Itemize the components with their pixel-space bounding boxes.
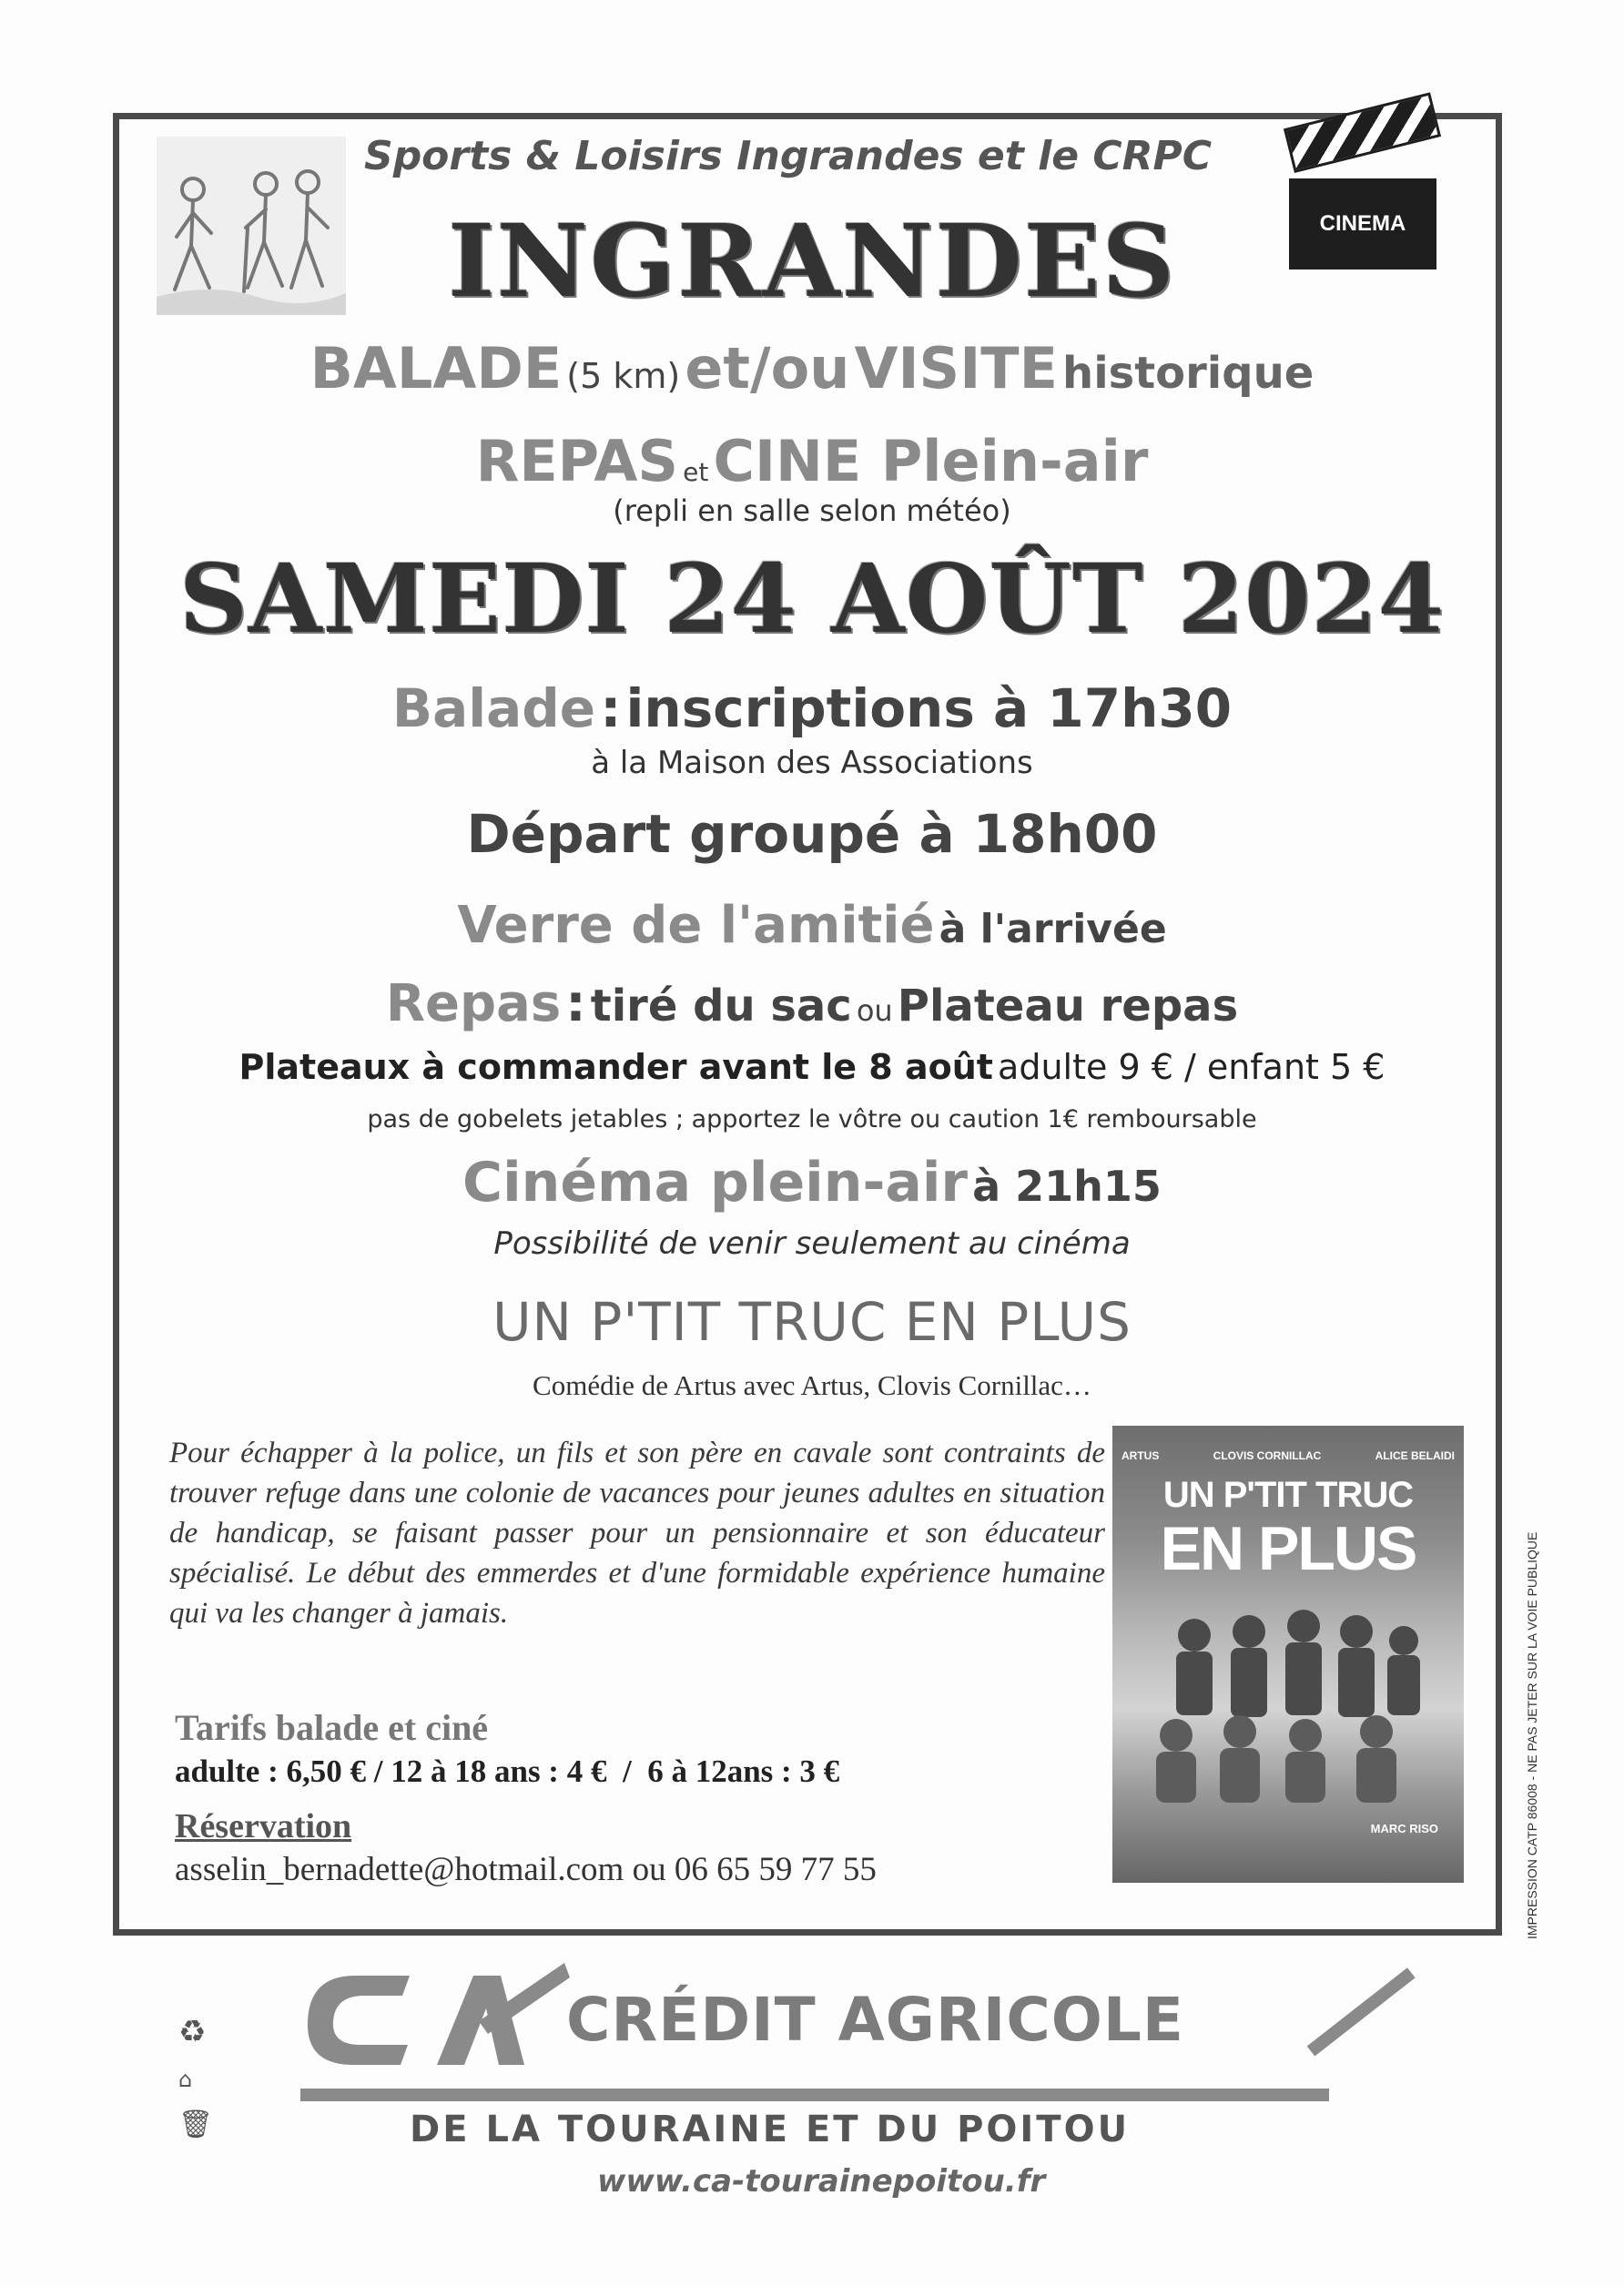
- sponsor-region: DE LA TOURAINE ET DU POITOU: [410, 2109, 1131, 2150]
- balade-distance: (5 km): [566, 356, 681, 396]
- activities-line-2: [0, 428, 1624, 494]
- poster-title-line-2: EN PLUS: [1160, 1514, 1416, 1583]
- movie-poster: [1112, 1426, 1464, 1883]
- tidy-man-icon: ⌂: [178, 2067, 193, 2092]
- reservation-heading: Réservation: [175, 1807, 352, 1845]
- sponsor-bar: [300, 2089, 1329, 2101]
- activities-line-1: [0, 335, 1624, 401]
- colon-2: :: [565, 974, 586, 1033]
- historique-label: historique: [1062, 348, 1314, 399]
- recycle-icon: ♻: [178, 2014, 207, 2050]
- connector: et/ou: [685, 335, 850, 401]
- welcome-drink: [0, 896, 1624, 955]
- balade-inscriptions: [0, 677, 1624, 739]
- cinema-time: à 21h15: [972, 1162, 1162, 1211]
- meal-options: [0, 974, 1624, 1033]
- meal-option-bag: tiré du sac: [590, 981, 852, 1032]
- cinema-badge: CINEMA: [1289, 178, 1436, 269]
- weather-fallback: (repli en salle selon météo): [613, 493, 1011, 528]
- group-departure: Départ groupé à 18h00: [466, 803, 1158, 865]
- film-title: UN P'TIT TRUC EN PLUS: [492, 1291, 1132, 1353]
- repas-label: REPAS: [475, 428, 679, 494]
- printer-imprint: IMPRESSION CATP 86008 - NE PAS JETER SUR LA VOIE PUBLIQUE: [1525, 1531, 1539, 1939]
- balade-label: BALADE: [310, 335, 563, 401]
- cinema-label: Cinéma plein-air: [462, 1151, 968, 1215]
- tarifs-prices: adulte : 6,50 € / 12 à 18 ans : 4 € / 6 à 12ans : 3 €: [175, 1753, 840, 1789]
- film-synopsis: Pour échapper à la police, un fils et son père en cavale sont contraints de trouver refuge dans une colonie de vacances pour jeunes adultes en situation de handicap, se faisant passer pour un pensionnaire et son éducateur spécialisé. Le début des emmerdes et d'une formidable expérience humaine qui va les changer à jamais.: [169, 1437, 1105, 1630]
- film-credits: Comédie de Artus avec Artus, Clovis Cornillac…: [533, 1369, 1091, 1401]
- cups-notice: pas de gobelets jetables ; apportez le vôtre ou caution 1€ remboursable: [367, 1105, 1257, 1133]
- tarifs-heading: Tarifs balade et ciné: [175, 1707, 489, 1748]
- colon-1: :: [600, 677, 622, 739]
- credit-agricole-logo: [300, 1957, 573, 2076]
- verre-label: Verre de l'amitié: [457, 896, 935, 955]
- reservation-contact: asselin_bernadette@hotmail.com ou 06 65 59 77 55: [175, 1851, 877, 1888]
- sponsor-name: CRÉDIT AGRICOLE: [566, 1985, 1184, 2055]
- ou-label: ou: [856, 993, 893, 1028]
- tray-prices: adulte 9 € / enfant 5 €: [998, 1047, 1385, 1087]
- trash-bin-icon: 🗑: [178, 2109, 214, 2140]
- town-title: INGRANDES: [448, 202, 1176, 320]
- meeting-place: à la Maison des Associations: [591, 745, 1033, 781]
- poster-actor: ALICE BELAIDI: [1375, 1449, 1455, 1462]
- poster-group-photo: [1112, 1599, 1464, 1835]
- organizers: Sports & Loisirs Ingrandes et le CRPC: [364, 133, 1213, 179]
- et-label: et: [683, 457, 709, 487]
- poster-director: MARC RISO: [1370, 1822, 1438, 1835]
- balade-schedule-label: Balade: [391, 677, 596, 739]
- poster-title-line-1: UN P'TIT TRUC: [1162, 1475, 1414, 1515]
- tray-deadline: Plateaux à commander avant le 8 août: [239, 1047, 993, 1087]
- meal-option-tray: Plateau repas: [897, 981, 1239, 1032]
- tray-order-info: [0, 1047, 1624, 1087]
- event-date: SAMEDI 24 AOÛT 2024: [178, 543, 1446, 655]
- repas-schedule-label: Repas: [385, 974, 562, 1033]
- visite-label: VISITE: [854, 335, 1058, 401]
- cinema-only-note: Possibilité de venir seulement au cinéma: [493, 1225, 1131, 1262]
- inscriptions-time: inscriptions à 17h30: [625, 677, 1233, 739]
- cine-label: CINE Plein-air: [713, 428, 1149, 494]
- verre-suffix: à l'arrivée: [939, 906, 1167, 952]
- sponsor-swoosh: [1307, 1967, 1416, 2056]
- cinema-time-line: [0, 1151, 1624, 1215]
- poster-actor: CLOVIS CORNILLAC: [1213, 1449, 1322, 1462]
- poster-actor: ARTUS: [1122, 1449, 1160, 1462]
- sponsor-url: www.ca-tourainepoitou.fr: [597, 2163, 1046, 2200]
